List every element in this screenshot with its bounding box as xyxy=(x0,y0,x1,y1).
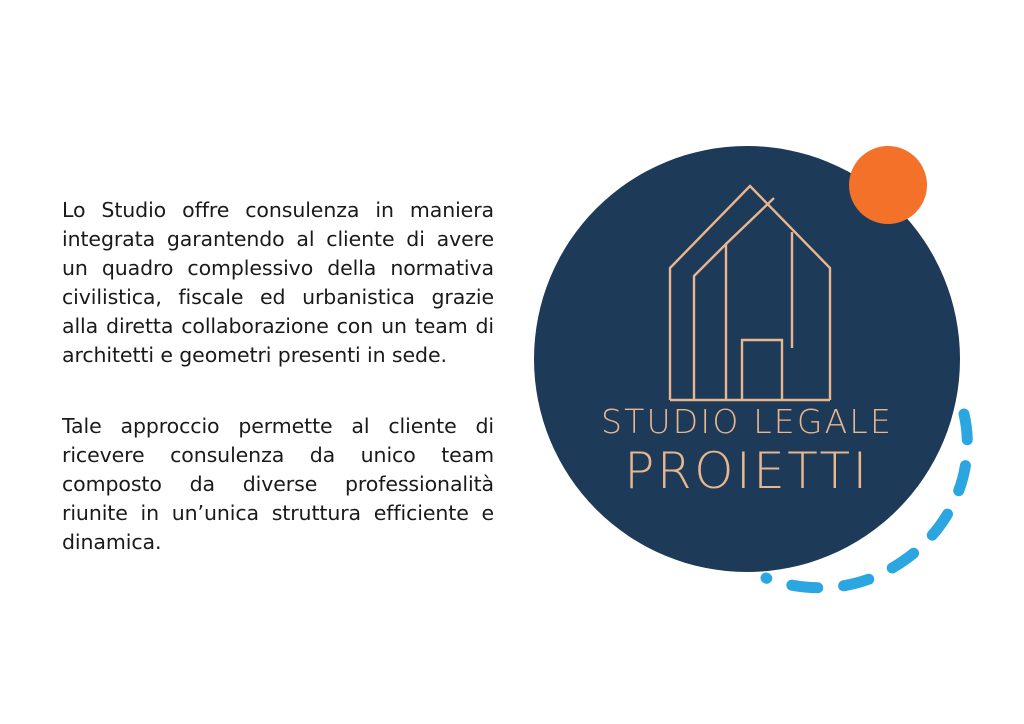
paragraph-1: Lo Studio offre consulenza in maniera integrata garantendo al cliente di avere un quadro complessivo della normativa civilistica, fiscale ed urbanistica grazie alla diretta collaborazione con un team di architetti e geometri presenti in sede. xyxy=(62,198,494,367)
brand-name-line-1: STUDIO LEGALE xyxy=(600,402,894,441)
brand-wordmark xyxy=(560,402,934,500)
orange-circle-icon xyxy=(849,146,927,224)
studio-legale-proietti-logo xyxy=(520,134,988,604)
brand-name-line-2: PROIETTI xyxy=(624,442,870,500)
paragraph-2: Tale approccio permette al cliente di ricevere consulenza da unico team composto da diverse professionalità riunite in un’unica struttura efficiente e dinamica. xyxy=(62,414,494,554)
house-outline-icon xyxy=(664,172,836,402)
body-text-column xyxy=(62,196,494,557)
